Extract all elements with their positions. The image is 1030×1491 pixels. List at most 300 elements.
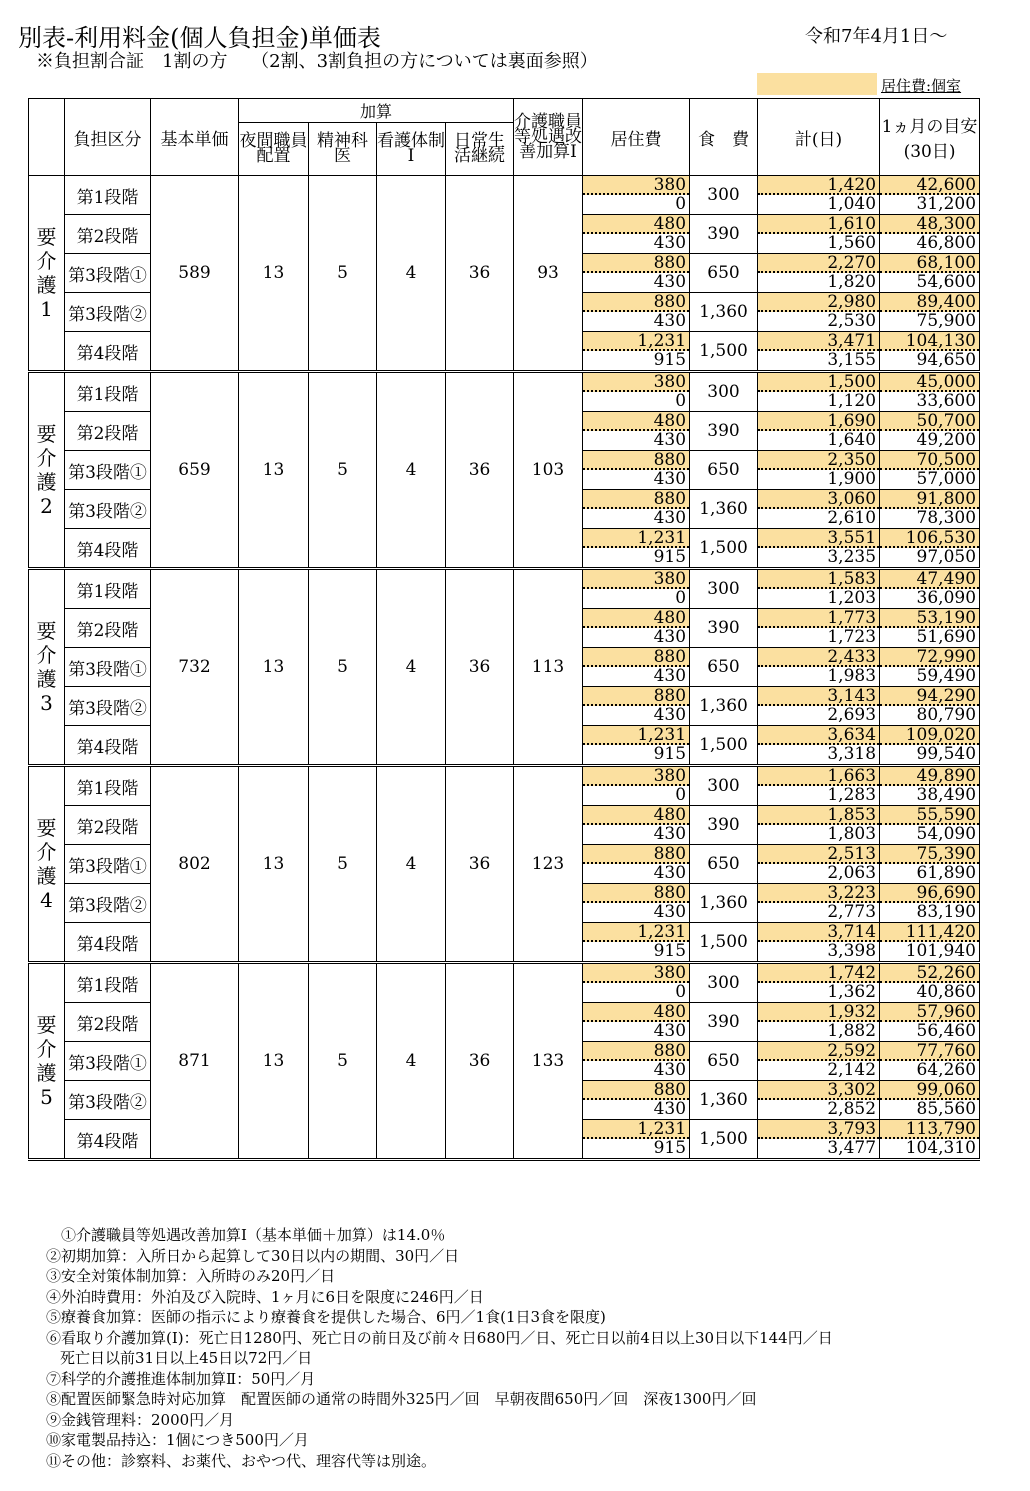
base-cell: 802: [151, 766, 239, 963]
night-cell: 13: [239, 372, 309, 569]
residence-shared: 0: [675, 982, 687, 1002]
residence-cell: [583, 687, 690, 726]
residence-cell: [583, 412, 690, 451]
monthly-private: 68,100: [880, 254, 979, 273]
residence-cell: [583, 1120, 690, 1160]
food-cell: 650: [690, 451, 758, 490]
monthly-shared: 75,900: [916, 311, 977, 331]
total-cell: [758, 1042, 880, 1081]
food-cell: 390: [690, 412, 758, 451]
total-shared: 1,882: [827, 1021, 877, 1041]
food-cell: 390: [690, 215, 758, 254]
monthly-cell: [880, 1042, 980, 1081]
note-7: ⑦科学的介護推進体制加算Ⅱ：50円／月: [46, 1369, 316, 1388]
monthly-private: 94,290: [880, 687, 979, 706]
monthly-shared: 80,790: [916, 705, 977, 725]
total-shared: 2,693: [827, 705, 877, 725]
monthly-private: 72,990: [880, 648, 979, 667]
monthly-private: 70,500: [880, 451, 979, 470]
stage-cell: 第2段階: [65, 215, 151, 254]
food-cell: 300: [690, 569, 758, 609]
fee-table: [28, 98, 980, 1161]
psych-cell: 5: [309, 176, 377, 372]
residence-private: 1,231: [583, 529, 689, 548]
monthly-cell: [880, 963, 980, 1003]
monthly-shared: 101,940: [905, 941, 977, 961]
header-blank: [29, 99, 65, 176]
total-private: 1,853: [758, 806, 879, 825]
monthly-shared: 31,200: [916, 194, 977, 214]
nursing-cell: 4: [377, 569, 446, 766]
total-private: 3,060: [758, 490, 879, 509]
residence-cell: [583, 451, 690, 490]
stage-cell: 第4段階: [65, 1120, 151, 1160]
total-private: 2,270: [758, 254, 879, 273]
monthly-cell: [880, 766, 980, 806]
monthly-private: 99,060: [880, 1081, 979, 1100]
monthly-cell: [880, 412, 980, 451]
residence-private: 880: [583, 1042, 689, 1061]
total-private: 1,742: [758, 964, 879, 983]
monthly-private: 53,190: [880, 609, 979, 628]
notes: [46, 1225, 833, 1471]
total-cell: [758, 923, 880, 963]
stage-cell: 第1段階: [65, 766, 151, 806]
residence-private: 380: [583, 373, 689, 392]
monthly-cell: [880, 332, 980, 372]
total-cell: [758, 529, 880, 569]
residence-cell: [583, 884, 690, 923]
residence-cell: [583, 215, 690, 254]
stage-cell: 第3段階②: [65, 1081, 151, 1120]
monthly-shared: 85,560: [916, 1099, 977, 1119]
total-cell: [758, 884, 880, 923]
food-cell: 1,360: [690, 293, 758, 332]
total-shared: 1,640: [827, 430, 877, 450]
total-private: 1,610: [758, 215, 879, 234]
total-shared: 2,530: [827, 311, 877, 331]
monthly-private: 52,260: [880, 964, 979, 983]
residence-private: 880: [583, 687, 689, 706]
total-shared: 3,318: [827, 744, 877, 764]
food-cell: 1,360: [690, 687, 758, 726]
residence-cell: [583, 254, 690, 293]
stage-cell: 第4段階: [65, 726, 151, 766]
residence-cell: [583, 923, 690, 963]
daily-cell: 36: [446, 569, 514, 766]
header-food: 食 費: [690, 99, 758, 176]
total-private: 3,634: [758, 726, 879, 745]
total-cell: [758, 609, 880, 648]
food-cell: 650: [690, 1042, 758, 1081]
total-shared: 1,040: [827, 194, 877, 214]
monthly-shared: 54,600: [916, 272, 977, 292]
header-category: 負担区分: [65, 99, 151, 176]
monthly-cell: [880, 529, 980, 569]
note-1: ①介護職員等処遇改善加算Ⅰ（基本単価＋加算）は14.0％: [46, 1226, 446, 1244]
total-shared: 3,235: [827, 547, 877, 567]
total-cell: [758, 806, 880, 845]
monthly-shared: 40,860: [916, 982, 977, 1002]
table-row: [29, 372, 980, 412]
stage-cell: 第2段階: [65, 806, 151, 845]
monthly-shared: 99,540: [916, 744, 977, 764]
monthly-cell: [880, 1003, 980, 1042]
food-cell: 1,500: [690, 529, 758, 569]
treatment-cell: 123: [514, 766, 583, 963]
note-4: ④外泊時費用：外泊及び入院時、1ヶ月に6日を限度に246円／日: [46, 1287, 484, 1306]
note-6: ⑥看取り介護加算(Ⅰ)：死亡日1280円、死亡日の前日及び前々日680円／日、死亡日以前4日以上30日以下144円／日: [46, 1328, 833, 1347]
base-cell: 659: [151, 372, 239, 569]
total-cell: [758, 451, 880, 490]
monthly-cell: [880, 884, 980, 923]
monthly-private: 48,300: [880, 215, 979, 234]
monthly-private: 50,700: [880, 412, 979, 431]
monthly-cell: [880, 569, 980, 609]
residence-private: 1,231: [583, 923, 689, 942]
residence-private: 380: [583, 570, 689, 589]
residence-cell: [583, 569, 690, 609]
total-cell: [758, 412, 880, 451]
total-shared: 1,362: [827, 982, 877, 1002]
food-cell: 300: [690, 176, 758, 215]
residence-shared: 915: [653, 941, 687, 961]
total-shared: 1,203: [827, 588, 877, 608]
residence-private: 380: [583, 767, 689, 786]
total-private: 3,143: [758, 687, 879, 706]
monthly-shared: 104,310: [905, 1138, 977, 1158]
monthly-private: 77,760: [880, 1042, 979, 1061]
total-private: 1,690: [758, 412, 879, 431]
food-cell: 300: [690, 766, 758, 806]
note-6-cont: 死亡日以前31日以上45日以72円／日: [60, 1349, 313, 1367]
note-8: ⑧配置医師緊急時対応加算 配置医師の通常の時間外325円／回 早朝夜間650円／回 深夜1300円／回: [46, 1390, 757, 1408]
note-9: ⑨金銭管理料：2000円／月: [46, 1410, 235, 1429]
total-cell: [758, 1081, 880, 1120]
monthly-shared: 61,890: [916, 863, 977, 883]
header-night: 夜間職員配置: [239, 123, 309, 176]
food-cell: 650: [690, 254, 758, 293]
monthly-cell: [880, 451, 980, 490]
psych-cell: 5: [309, 372, 377, 569]
total-private: 1,500: [758, 373, 879, 392]
psych-cell: 5: [309, 963, 377, 1160]
residence-cell: [583, 1003, 690, 1042]
monthly-cell: [880, 1081, 980, 1120]
residence-private: 880: [583, 1081, 689, 1100]
care-level-cell: [29, 569, 65, 766]
night-cell: 13: [239, 569, 309, 766]
residence-private: 480: [583, 412, 689, 431]
total-cell: [758, 648, 880, 687]
residence-cell: [583, 609, 690, 648]
total-cell: [758, 963, 880, 1003]
residence-cell: [583, 1081, 690, 1120]
food-cell: 390: [690, 1003, 758, 1042]
residence-shared: 0: [675, 391, 687, 411]
page-subtitle: ※負担割合証 1割の方 （2割、3割負担の方については裏面参照）: [36, 51, 598, 72]
total-private: 3,471: [758, 332, 879, 351]
base-cell: 589: [151, 176, 239, 372]
monthly-shared: 51,690: [916, 627, 977, 647]
residence-cell: [583, 648, 690, 687]
monthly-private: 91,800: [880, 490, 979, 509]
total-shared: 1,820: [827, 272, 877, 292]
total-private: 3,551: [758, 529, 879, 548]
note-3: ③安全対策体制加算：入所時のみ20円／日: [46, 1267, 336, 1285]
monthly-shared: 94,650: [916, 350, 977, 370]
residence-private: 1,231: [583, 726, 689, 745]
stage-cell: 第3段階②: [65, 884, 151, 923]
header-treatment: 介護職員等処遇改善加算Ⅰ: [514, 99, 583, 176]
residence-cell: [583, 293, 690, 332]
total-private: 2,433: [758, 648, 879, 667]
residence-private: 480: [583, 215, 689, 234]
monthly-private: 89,400: [880, 293, 979, 312]
total-cell: [758, 254, 880, 293]
residence-shared: 430: [653, 1060, 687, 1080]
residence-cell: [583, 490, 690, 529]
total-cell: [758, 176, 880, 215]
care-level-cell: [29, 766, 65, 963]
nursing-cell: 4: [377, 176, 446, 372]
total-shared: 1,120: [827, 391, 877, 411]
residence-shared: 0: [675, 194, 687, 214]
total-shared: 3,477: [827, 1138, 877, 1158]
monthly-cell: [880, 176, 980, 215]
total-private: 1,583: [758, 570, 879, 589]
monthly-shared: 36,090: [916, 588, 977, 608]
monthly-shared: 78,300: [916, 508, 977, 528]
stage-cell: 第2段階: [65, 1003, 151, 1042]
nursing-cell: 4: [377, 766, 446, 963]
residence-private: 1,231: [583, 1120, 689, 1139]
total-private: 3,302: [758, 1081, 879, 1100]
care-level-label: 要介護1: [36, 225, 57, 321]
base-cell: 732: [151, 569, 239, 766]
residence-private: 880: [583, 254, 689, 273]
residence-shared: 430: [653, 233, 687, 253]
total-shared: 3,398: [827, 941, 877, 961]
monthly-cell: [880, 1120, 980, 1160]
stage-cell: 第2段階: [65, 609, 151, 648]
residence-shared: 430: [653, 508, 687, 528]
total-shared: 1,983: [827, 666, 877, 686]
food-cell: 650: [690, 845, 758, 884]
total-shared: 1,900: [827, 469, 877, 489]
table-row: [29, 176, 980, 215]
stage-cell: 第1段階: [65, 963, 151, 1003]
monthly-cell: [880, 687, 980, 726]
header-addition: 加算: [239, 99, 514, 123]
monthly-private: 113,790: [880, 1120, 979, 1139]
total-cell: [758, 1003, 880, 1042]
stage-cell: 第1段階: [65, 569, 151, 609]
residence-shared: 430: [653, 1099, 687, 1119]
stage-cell: 第2段階: [65, 412, 151, 451]
residence-private: 880: [583, 490, 689, 509]
food-cell: 650: [690, 648, 758, 687]
residence-shared: 430: [653, 272, 687, 292]
stage-cell: 第4段階: [65, 332, 151, 372]
monthly-private: 111,420: [880, 923, 979, 942]
food-cell: 300: [690, 372, 758, 412]
total-cell: [758, 332, 880, 372]
monthly-cell: [880, 254, 980, 293]
residence-private: 880: [583, 648, 689, 667]
legend-label: 居住費:個室: [881, 77, 962, 95]
residence-shared: 430: [653, 705, 687, 725]
total-shared: 1,283: [827, 785, 877, 805]
header-residence: 居住費: [583, 99, 690, 176]
residence-shared: 430: [653, 469, 687, 489]
total-cell: [758, 766, 880, 806]
total-private: 2,350: [758, 451, 879, 470]
header-base: 基本単価: [151, 99, 239, 176]
residence-shared: 430: [653, 627, 687, 647]
food-cell: 390: [690, 806, 758, 845]
monthly-shared: 46,800: [916, 233, 977, 253]
total-private: 1,663: [758, 767, 879, 786]
psych-cell: 5: [309, 766, 377, 963]
total-private: 2,592: [758, 1042, 879, 1061]
night-cell: 13: [239, 963, 309, 1160]
stage-cell: 第1段階: [65, 372, 151, 412]
stage-cell: 第3段階①: [65, 648, 151, 687]
total-shared: 2,852: [827, 1099, 877, 1119]
residence-cell: [583, 845, 690, 884]
monthly-shared: 83,190: [916, 902, 977, 922]
treatment-cell: 103: [514, 372, 583, 569]
total-shared: 2,142: [827, 1060, 877, 1080]
total-private: 1,932: [758, 1003, 879, 1022]
table-row: [29, 766, 980, 806]
residence-shared: 915: [653, 547, 687, 567]
total-shared: 2,610: [827, 508, 877, 528]
residence-private: 480: [583, 1003, 689, 1022]
residence-cell: [583, 726, 690, 766]
note-2: ②初期加算：入所日から起算して30日以内の期間、30円／日: [46, 1246, 460, 1265]
residence-cell: [583, 372, 690, 412]
food-cell: 1,360: [690, 1081, 758, 1120]
total-private: 3,223: [758, 884, 879, 903]
daily-cell: 36: [446, 766, 514, 963]
monthly-shared: 49,200: [916, 430, 977, 450]
monthly-shared: 38,490: [916, 785, 977, 805]
total-cell: [758, 569, 880, 609]
monthly-shared: 97,050: [916, 547, 977, 567]
monthly-cell: [880, 923, 980, 963]
monthly-cell: [880, 372, 980, 412]
stage-cell: 第3段階①: [65, 254, 151, 293]
daily-cell: 36: [446, 372, 514, 569]
residence-shared: 430: [653, 863, 687, 883]
food-cell: 1,500: [690, 332, 758, 372]
residence-shared: 915: [653, 1138, 687, 1158]
residence-shared: 430: [653, 311, 687, 331]
residence-cell: [583, 176, 690, 215]
monthly-cell: [880, 215, 980, 254]
residence-shared: 430: [653, 1021, 687, 1041]
monthly-cell: [880, 293, 980, 332]
food-cell: 1,360: [690, 884, 758, 923]
residence-private: 1,231: [583, 332, 689, 351]
residence-private: 380: [583, 176, 689, 195]
monthly-cell: [880, 806, 980, 845]
monthly-private: 106,530: [880, 529, 979, 548]
monthly-cell: [880, 490, 980, 529]
care-level-label: 要介護4: [36, 816, 57, 912]
total-private: 2,513: [758, 845, 879, 864]
food-cell: 300: [690, 963, 758, 1003]
total-cell: [758, 215, 880, 254]
care-level-label: 要介護3: [36, 619, 57, 715]
total-private: 3,793: [758, 1120, 879, 1139]
total-private: 2,980: [758, 293, 879, 312]
header-monthly: 1ヵ月の目安(30日): [880, 99, 980, 176]
total-cell: [758, 687, 880, 726]
monthly-shared: 33,600: [916, 391, 977, 411]
residence-cell: [583, 766, 690, 806]
note-5: ⑤療養食加算：医師の指示により療養食を提供した場合、6円／1食(1日3食を限度): [46, 1308, 606, 1326]
monthly-private: 75,390: [880, 845, 979, 864]
total-shared: 1,723: [827, 627, 877, 647]
care-level-cell: [29, 176, 65, 372]
residence-cell: [583, 806, 690, 845]
monthly-private: 109,020: [880, 726, 979, 745]
residence-cell: [583, 1042, 690, 1081]
monthly-shared: 56,460: [916, 1021, 977, 1041]
psych-cell: 5: [309, 569, 377, 766]
residence-cell: [583, 529, 690, 569]
page-title: 別表-利用料金(個人負担金)単価表: [18, 24, 381, 52]
care-level-label: 要介護5: [36, 1013, 57, 1109]
residence-private: 880: [583, 293, 689, 312]
total-cell: [758, 845, 880, 884]
table-row: [29, 569, 980, 609]
care-level-label: 要介護2: [36, 422, 57, 518]
stage-cell: 第3段階②: [65, 293, 151, 332]
monthly-private: 49,890: [880, 767, 979, 786]
monthly-private: 45,000: [880, 373, 979, 392]
stage-cell: 第4段階: [65, 529, 151, 569]
legend: [757, 73, 977, 95]
total-shared: 1,560: [827, 233, 877, 253]
total-cell: [758, 293, 880, 332]
stage-cell: 第1段階: [65, 176, 151, 215]
nursing-cell: 4: [377, 372, 446, 569]
monthly-private: 96,690: [880, 884, 979, 903]
night-cell: 13: [239, 176, 309, 372]
residence-shared: 915: [653, 744, 687, 764]
stage-cell: 第3段階①: [65, 1042, 151, 1081]
treatment-cell: 133: [514, 963, 583, 1160]
effective-date: 令和7年4月1日～: [805, 26, 948, 47]
stage-cell: 第3段階②: [65, 687, 151, 726]
total-shared: 3,155: [827, 350, 877, 370]
residence-shared: 430: [653, 430, 687, 450]
monthly-cell: [880, 609, 980, 648]
legend-swatch: [757, 73, 877, 95]
residence-private: 380: [583, 964, 689, 983]
monthly-shared: 59,490: [916, 666, 977, 686]
residence-private: 880: [583, 884, 689, 903]
residence-shared: 915: [653, 350, 687, 370]
total-cell: [758, 490, 880, 529]
total-private: 1,420: [758, 176, 879, 195]
monthly-private: 55,590: [880, 806, 979, 825]
stage-cell: 第3段階①: [65, 451, 151, 490]
